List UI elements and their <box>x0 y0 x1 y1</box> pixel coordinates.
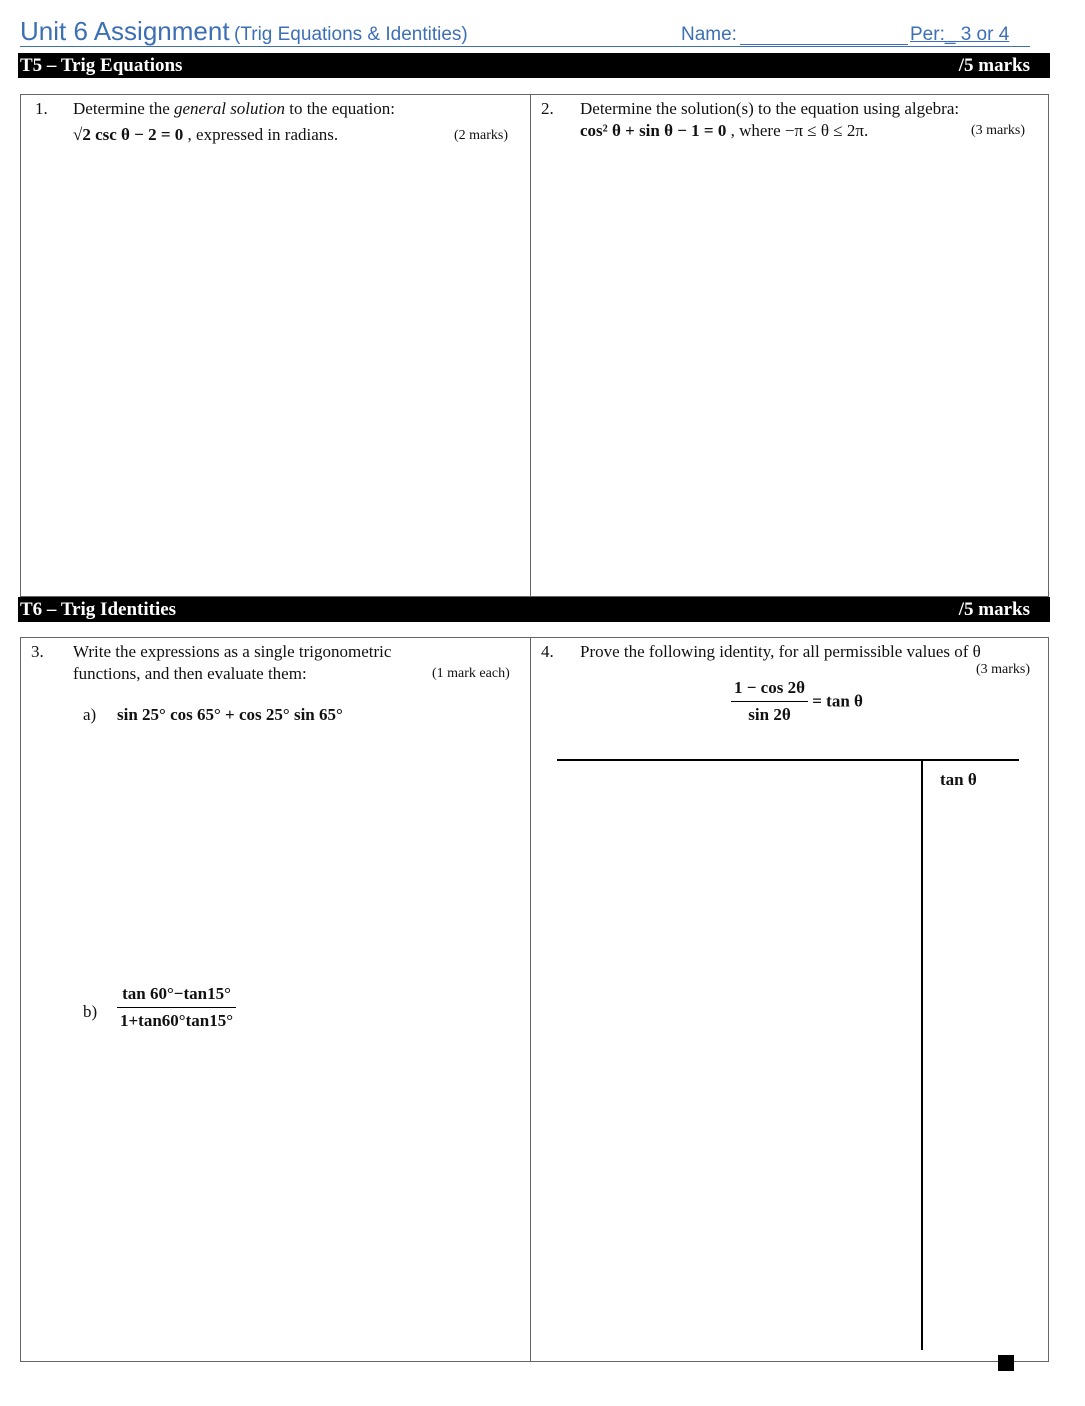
question-3-number: 3. <box>31 642 44 661</box>
question-3-prompt-line1: Write the expressions as a single trigonometric <box>73 642 392 661</box>
question-2-equation-line <box>580 121 868 141</box>
identity-rhs: = tan θ <box>812 691 863 711</box>
question-1-prompt <box>73 99 395 119</box>
period-label: Per:_ 3 or 4 <box>910 24 1010 45</box>
proof-right-side-label: tan θ <box>940 770 977 789</box>
qed-square-icon <box>998 1355 1014 1371</box>
part-b-label: b) <box>83 1002 98 1021</box>
part-b-fraction <box>117 984 236 1031</box>
part-b-denominator: 1+tan60°tan15° <box>120 1011 234 1030</box>
name-field-line[interactable] <box>740 44 908 45</box>
part-a-label: a) <box>83 705 97 724</box>
section-label-t6: T6 – Trig Identities <box>20 599 177 620</box>
question-2-number: 2. <box>541 99 554 118</box>
q1-equation: √2 csc θ − 2 = 0 <box>73 125 184 144</box>
q1-text-b: to the equation: <box>284 99 395 118</box>
question-2-box[interactable] <box>530 94 1049 597</box>
identity-fraction <box>731 678 808 725</box>
title-text: Unit 6 Assignment <box>20 16 230 46</box>
question-3-marks: (1 mark each) <box>432 666 510 681</box>
identity-numerator: 1 − cos 2θ <box>731 678 808 702</box>
part-b-expression <box>117 984 236 1031</box>
section-bar-t6 <box>18 597 1050 622</box>
proof-table-vertical-rule <box>921 759 923 1350</box>
q1-text-italic: general solution <box>174 99 285 118</box>
header-underline <box>20 46 1030 47</box>
question-2-marks: (3 marks) <box>971 123 1026 138</box>
part-a-expression: sin 25° cos 65° + cos 25° sin 65° <box>117 705 343 724</box>
section-marks-t6: /5 marks <box>958 599 1030 620</box>
question-3-box[interactable] <box>20 637 531 1362</box>
question-1-number: 1. <box>35 99 48 118</box>
section-label-t5: T5 – Trig Equations <box>20 55 183 76</box>
part-b-numerator: tan 60°−tan15° <box>117 984 236 1008</box>
q1-text-a: Determine the <box>73 99 175 118</box>
question-4-prompt: Prove the following identity, for all permissible values of θ <box>580 642 981 661</box>
question-4-number: 4. <box>541 642 554 661</box>
q1-suffix: , expressed in radians. <box>183 125 339 144</box>
name-label: Name: <box>681 24 737 45</box>
question-1-marks: (2 marks) <box>454 128 509 143</box>
subtitle-text: (Trig Equations & Identities) <box>234 24 468 45</box>
question-4-marks: (3 marks) <box>976 662 1031 677</box>
section-marks-t5: /5 marks <box>958 55 1030 76</box>
section-bar-t5 <box>18 53 1050 78</box>
question-2-prompt: Determine the solution(s) to the equation using algebra: <box>580 99 960 118</box>
question-3-prompt-line2: functions, and then evaluate them: <box>73 664 307 683</box>
identity-expression <box>731 678 863 725</box>
proof-table-horizontal-rule <box>557 759 1019 761</box>
question-4-box[interactable] <box>530 637 1049 1362</box>
question-1-equation-line <box>73 125 338 145</box>
identity-denominator: sin 2θ <box>748 705 791 724</box>
assignment-title <box>20 16 468 47</box>
q2-equation: cos² θ + sin θ − 1 = 0 <box>580 121 727 140</box>
q2-condition: , where −π ≤ θ ≤ 2π. <box>726 121 869 140</box>
question-1-box[interactable] <box>20 94 531 597</box>
